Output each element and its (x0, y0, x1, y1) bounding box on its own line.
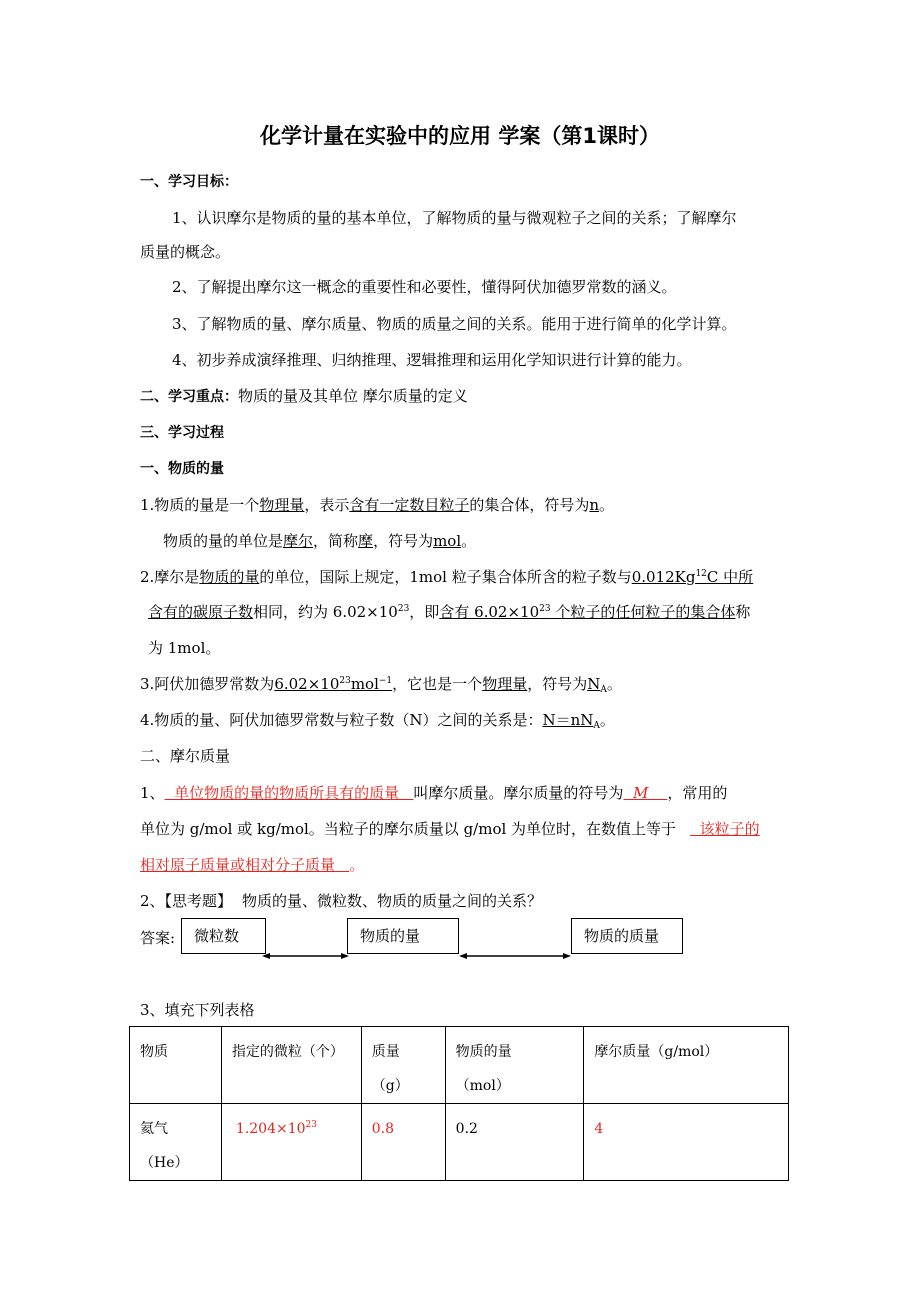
answer-blank: 该粒子的 (690, 820, 760, 838)
text: ，简称 (313, 532, 359, 550)
text: 3.阿伏加德罗常数为 (140, 675, 275, 693)
header-molar-mass: 摩尔质量（g/mol） (584, 1027, 789, 1104)
superscript: 23 (539, 604, 551, 614)
p1-line-5: 为 1mol。 (148, 639, 221, 657)
answer-blank: 物质的量 (199, 568, 260, 586)
text: （He） (140, 1155, 189, 1171)
answer-blank: 物理量 (259, 496, 305, 514)
double-arrow-left (262, 953, 349, 959)
section-heading-goals: 一、学习目标： (140, 174, 238, 190)
p1-line-4 (148, 602, 750, 622)
text: N＝nN (542, 711, 594, 729)
text: C 中所 (706, 568, 754, 586)
p1-line-7 (140, 710, 615, 730)
p2-line-3 (140, 855, 364, 875)
text: 2.摩尔是 (140, 568, 200, 586)
key-points (140, 386, 468, 407)
key-points-heading: 二、学习重点： (140, 389, 238, 405)
text: 0.012Kg (631, 568, 696, 586)
text: mol (350, 675, 379, 693)
answer-blank: 相对原子质量或相对分子质量 (140, 856, 350, 874)
section-heading-process: 三、学习过程 (140, 425, 224, 441)
text: ，符号为 (527, 675, 588, 693)
cell-amount: 0.2 (445, 1104, 584, 1181)
cell-particles (221, 1104, 361, 1181)
text: 物质的量的单位是 (163, 532, 284, 550)
text: 质量 (371, 1044, 400, 1060)
text: 个粒子的任何粒子的集合体 (550, 603, 736, 621)
superscript: −1 (378, 676, 393, 686)
part-1-heading: 一、物质的量 (140, 461, 224, 477)
answer-blank (439, 603, 735, 621)
cell-substance (130, 1104, 222, 1181)
answer-blank (587, 675, 607, 693)
page-title: 化学计量在实验中的应用 学案（第1课时） (260, 124, 660, 148)
header-mass (361, 1027, 445, 1104)
double-arrow-right (459, 953, 571, 959)
text: 含有 6.02×10 (439, 603, 540, 621)
text: 相同，约为 6.02×10 (253, 603, 398, 621)
box-particle-count: 微粒数 (181, 918, 266, 954)
answer-blank: 单位物质的量的物质所具有的质量 (164, 784, 414, 802)
text: 2、【思考题】 (140, 892, 233, 910)
text: 的单位，国际上规定，1mol 粒子集合体所含的粒子数与 (259, 568, 632, 586)
text: 。 (599, 496, 615, 514)
answer-blank (542, 711, 599, 729)
cell-mass: 0.8 (361, 1104, 445, 1181)
text: 的集合体，符号为 (469, 496, 590, 514)
text: 。 (461, 532, 477, 550)
subscript: A (600, 685, 607, 695)
box-mass: 物质的质量 (571, 918, 683, 954)
answer-blank: 物理量 (482, 675, 528, 693)
p2-line-2 (140, 819, 760, 839)
answer-blank: M (623, 784, 668, 802)
answer-blank: 摩 (358, 532, 374, 550)
text: ，即 (409, 603, 440, 621)
goal-2: 2、了解提出摩尔这一概念的重要性和必要性，懂得阿伏加德罗常数的涵义。 (172, 278, 677, 296)
cell-molar-mass: 4 (584, 1104, 789, 1181)
header-amount (445, 1027, 584, 1104)
text: 。 (349, 856, 365, 874)
box-amount-of-substance: 物质的量 (347, 918, 459, 954)
p1-line-2 (163, 531, 476, 551)
answer-blank (632, 568, 753, 586)
answer-blank: 摩尔 (283, 532, 314, 550)
table-row (130, 1104, 789, 1181)
header-particles: 指定的微粒（个） (221, 1027, 361, 1104)
answer-blank: 含有的碳原子数 (148, 603, 254, 621)
goal-4: 4、初步养成演绎推理、归纳推理、逻辑推理和运用化学知识进行计算的能力。 (172, 351, 692, 369)
table-title: 3、填充下列表格 (140, 1001, 255, 1019)
text: 称 (735, 603, 751, 621)
text: N (587, 675, 601, 693)
text: 物质的量、微粒数、物质的质量之间的关系？ (242, 892, 543, 910)
text: （mol） (455, 1078, 510, 1094)
superscript: 23 (305, 1120, 317, 1130)
superscript: 23 (339, 676, 351, 686)
text: 氦气 (140, 1121, 168, 1137)
answer-blank: mol (433, 532, 462, 550)
header-substance: 物质 (130, 1027, 222, 1104)
text: （g） (371, 1078, 409, 1094)
part-2-heading: 二、摩尔质量 (140, 747, 231, 765)
text: ，表示 (304, 496, 350, 514)
fill-in-table (129, 1026, 789, 1181)
text: 物质的量 (455, 1044, 512, 1060)
subscript: A (593, 721, 600, 731)
text: 。 (606, 675, 622, 693)
text: 1、 (140, 784, 165, 802)
text: 4.物质的量、阿伏加德罗常数与粒子数（N）之间的关系是： (140, 711, 543, 729)
key-points-text: 物质的量及其单位 摩尔质量的定义 (238, 387, 468, 405)
text: 叫摩尔质量。摩尔质量的符号为 (413, 784, 624, 802)
text: ，它也是一个 (392, 675, 483, 693)
p2-line-1 (140, 783, 727, 803)
text: 单位为 g/mol 或 kg/mol。当粒子的摩尔质量以 g/mol 为单位时，在数值上等于 (140, 820, 677, 838)
answer-blank: 含有一定数目粒子 (349, 496, 470, 514)
answer-label: 答案: (140, 929, 176, 947)
p1-line-1 (140, 495, 614, 515)
p1-line-3 (140, 567, 753, 587)
goal-1-line-2: 质量的概念。 (140, 243, 231, 261)
text: 1.物质的量是一个 (140, 496, 260, 514)
answer-blank: n (589, 496, 600, 514)
text: 1.204×10 (235, 1121, 306, 1137)
text: ，常用的 (667, 784, 728, 802)
goal-1-line-1: 1、认识摩尔是物质的量的基本单位，了解物质的量与微观粒子之间的关系；了解摩尔 (172, 209, 737, 227)
answer-blank (274, 675, 392, 693)
text: 。 (599, 711, 615, 729)
relation-arrows (262, 948, 582, 964)
text: ，符号为 (373, 532, 434, 550)
table-header-row (130, 1027, 789, 1104)
p1-line-6 (140, 674, 622, 694)
goal-3: 3、了解物质的量、摩尔质量、物质的质量之间的关系。能用于进行简单的化学计算。 (172, 315, 737, 333)
superscript: 23 (397, 604, 410, 614)
think-question (140, 891, 542, 911)
superscript: 12 (695, 569, 707, 579)
text: 6.02×10 (274, 675, 340, 693)
